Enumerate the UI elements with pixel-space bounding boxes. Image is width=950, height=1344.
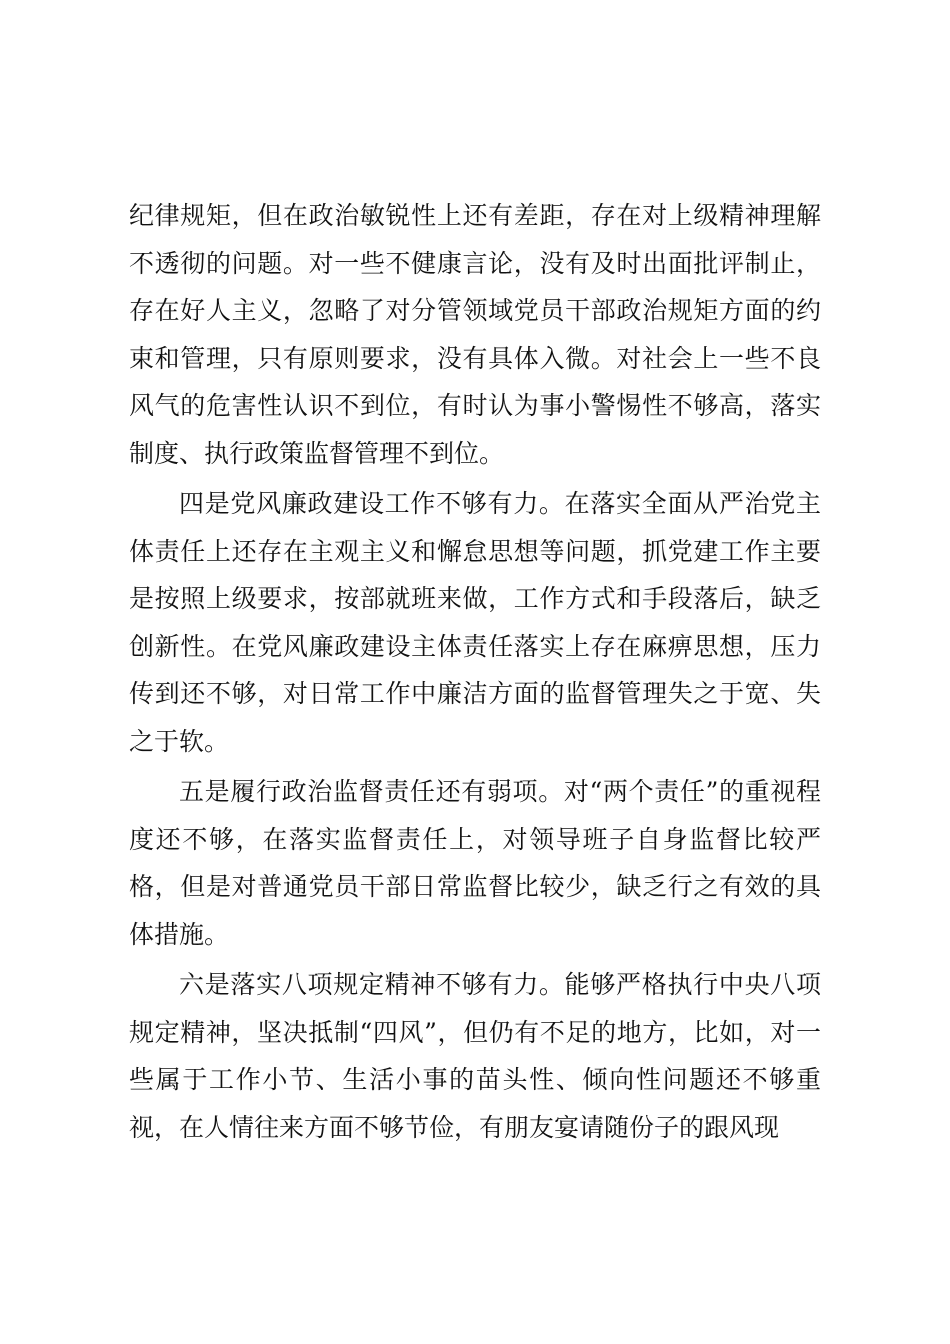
paragraph-point-five: 五是履行政治监督责任还有弱项。对“两个责任”的重视程度还不够，在落实监督责任上，对领导班子自身监督比较严格，但是对普通党员干部日常监督比较少，缺乏行之有效的具体措施。 <box>129 777 821 949</box>
paragraph-point-six: 六是落实八项规定精神不够有力。能够严格执行中央八项规定精神，坚决抵制“四风”，但仍有不足的地方，比如，对一些属于工作小节、生活小事的苗头性、倾向性问题还不够重视，在人情往来方面不够节俭，有朋友宴请随份子的跟风现 <box>129 970 821 1142</box>
paragraph-point-four: 四是党风廉政建设工作不够有力。在落实全面从严治党主体责任上还存在主观主义和懈怠思想等问题，抓党建工作主要是按照上级要求，按部就班来做，工作方式和手段落后，缺乏创新性。在党风廉政建设主体责任落实上存在麻痹思想，压力传到还不够，对日常工作中廉洁方面的监督管理失之于宽、失之于软。 <box>129 489 821 756</box>
document-body <box>129 192 821 1151</box>
paragraph-discipline-continuation: 纪律规矩，但在政治敏锐性上还有差距，存在对上级精神理解不透彻的问题。对一些不健康言论，没有及时出面批评制止，存在好人主义，忽略了对分管领域党员干部政治规矩方面的约束和管理，只有原则要求，没有具体入微。对社会上一些不良风气的危害性认识不到位，有时认为事小警惕性不够高，落实制度、执行政策监督管理不到位。 <box>129 201 821 468</box>
